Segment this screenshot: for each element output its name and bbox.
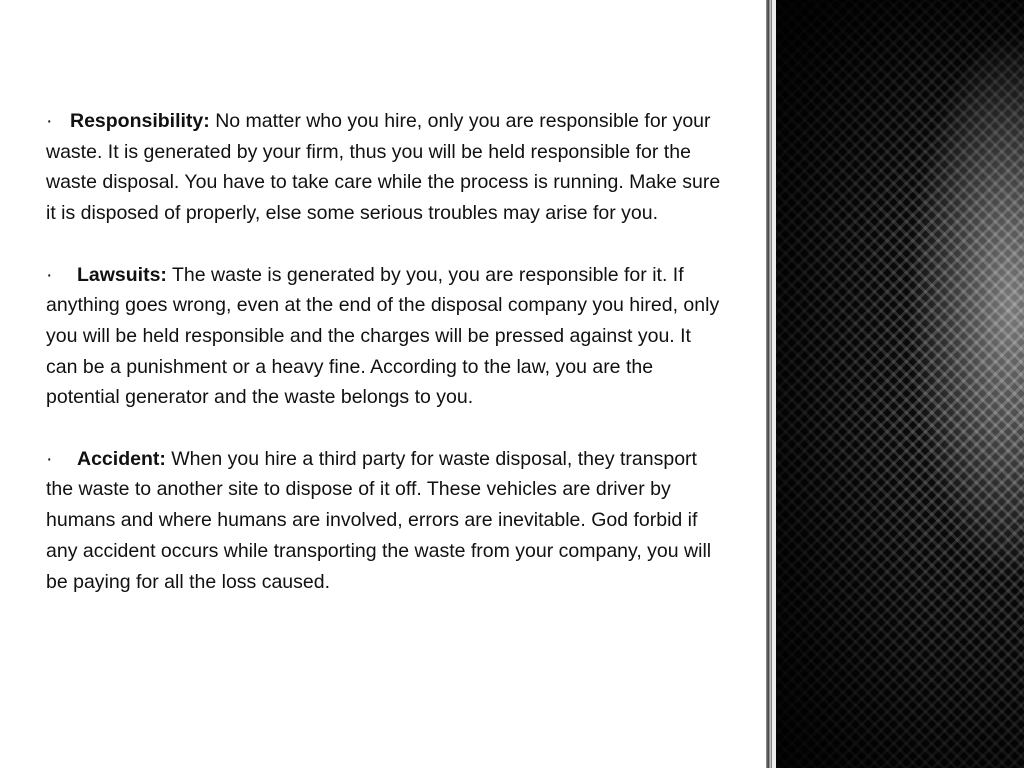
paragraph-text: The waste is generated by you, you are responsible for it. If anything goes wrong, even at the end of the disposal company you hired, only you will be held responsible and the charges will be pressed against you. It can be a punishment or a heavy fine. According to the law, you are the potential generator and the waste belongs to you.: [46, 263, 720, 409]
term-responsibility: Responsibility:: [70, 110, 210, 132]
panel-light-shading: [776, 0, 1024, 768]
paragraph-lawsuits: [46, 260, 726, 414]
paragraph-responsibility: [46, 106, 726, 229]
bullet-icon: ·: [46, 263, 53, 286]
bullet-icon: ·: [46, 110, 53, 132]
paragraph-text: When you hire a third party for waste disposal, they transport the waste to another site to dispose of it off. These vehicles are driver by humans and where humans are involved, errors are inevitable. God forbid if any accident occurs while transporting the waste from your company, you will be paying for all the loss caused.: [46, 447, 712, 593]
carbon-fiber-panel: [776, 0, 1024, 768]
text-body: [46, 106, 726, 597]
paragraph-text: No matter who you hire, only you are responsible for your waste. It is generated by your firm, thus you will be held responsible for the waste disposal. You have to take care while the process is running. Make sure it is disposed of properly, else some serious troubles may arise for you.: [46, 110, 721, 225]
paragraph-accident: [46, 444, 726, 598]
bullet-icon: ·: [46, 447, 53, 470]
term-lawsuits: Lawsuits:: [77, 263, 167, 286]
term-accident: Accident:: [77, 447, 166, 470]
